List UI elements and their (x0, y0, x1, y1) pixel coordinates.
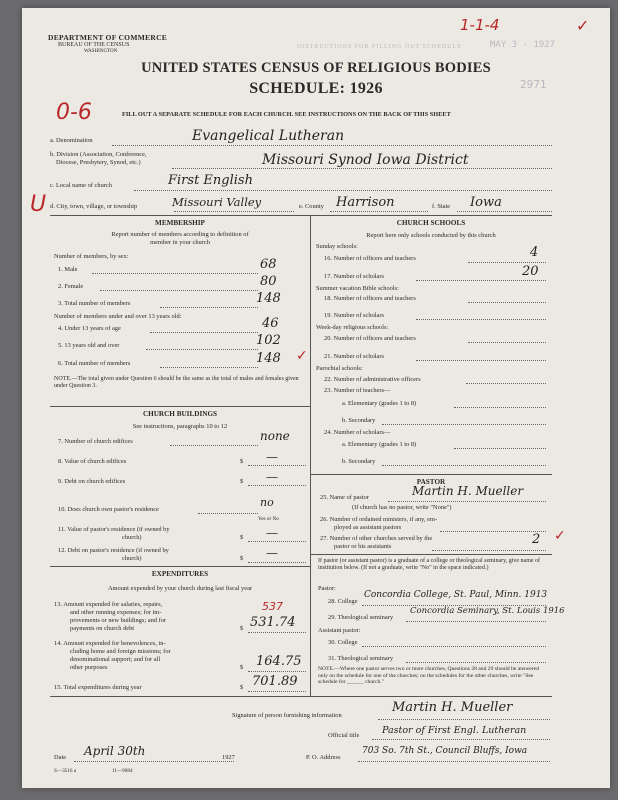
red-u-mark: U (30, 192, 47, 217)
q22-label: 22. Number of administrative officers (324, 376, 421, 383)
q11-value: — (266, 526, 278, 540)
q6-value: 148 (256, 351, 281, 366)
membership-heading: MEMBERSHIP (155, 219, 205, 227)
q17-value: 20 (522, 264, 539, 279)
q19-label: 19. Number of scholars (324, 312, 384, 319)
q12-value: — (266, 546, 278, 560)
q25-value: Martin H. Mueller (412, 484, 524, 498)
denomination-label: a. Denomination (50, 137, 93, 144)
q6-label: 6. Total number of members (58, 360, 131, 367)
census-schedule-paper (22, 8, 610, 788)
q31-label: 31. Theological seminary (328, 655, 394, 662)
official-title-label: Official title (328, 732, 360, 739)
expenditures-heading: EXPENDITURES (151, 570, 209, 578)
q24b-label: b. Secondary (342, 458, 376, 465)
membership-note: NOTE.—The total given under Question 6 should be the same as the total of males and females given under Question 3. (54, 376, 299, 390)
q30-label: 30. College (328, 639, 358, 646)
q27-label-2: pastor or his assistants (334, 543, 392, 550)
membership-intro-2: member in your church (150, 239, 210, 246)
pastor-note: NOTE.—Where one pastor serves two or more churches, Questions 28 and 29 should be answered only on the schedule for one of the churches; on the schedules for the other churches, write "See schedule for ______ church." (318, 666, 539, 686)
graduate-note: If pastor (or assistant pastor) is a graduate of a college or theological seminary, give name of institution below. (If not a graduate, write "No" in the space indicated.) (318, 558, 541, 572)
weekday-schools-label: Week-day religious schools: (316, 324, 389, 331)
q14-label-1: 14. Amount expended for benevolences, in- (54, 640, 166, 647)
bureau-city: WASHINGTON (84, 49, 118, 54)
q1-label: 1. Male (58, 266, 78, 273)
q11-dollar: $ (240, 534, 244, 541)
q12-dollar: $ (240, 555, 244, 562)
q20-label: 20. Number of officers and teachers (324, 335, 416, 342)
buildings-heading: CHURCH BUILDINGS (142, 410, 218, 418)
q23b-label: b. Secondary (342, 417, 376, 424)
q4-value: 46 (262, 316, 279, 331)
expenditures-intro: Amount expended by your church during last fiscal year (107, 585, 253, 592)
state-value: Iowa (470, 195, 502, 210)
q13-label-3: provements or new buildings; and for (70, 617, 167, 624)
county-value: Harrison (336, 195, 395, 210)
dept-name: DEPARTMENT OF COMMERCE (48, 33, 168, 42)
q8-dollar: $ (240, 458, 244, 465)
q13-label-2: and other running expenses; for im- (70, 609, 162, 616)
q13-value: 531.74 (250, 615, 296, 630)
red-code-mark: 1-1-4 (460, 16, 500, 34)
q16-value: 4 (530, 245, 539, 260)
q15-dollar: $ (240, 684, 244, 691)
q1-value: 68 (260, 257, 277, 272)
red-check-q6: ✓ (296, 348, 308, 364)
q9-value: — (266, 470, 278, 484)
q28-value: Concordia College, St. Paul, Minn. 1913 (364, 590, 548, 600)
q15-label: 15. Total expenditures during year (54, 684, 142, 691)
q7-value: none (260, 429, 290, 443)
q10-value: no (260, 496, 274, 509)
show-through-text: INSTRUCTIONS FOR FILLING OUT SCHEDULE (297, 44, 462, 50)
division-value: Missouri Synod Iowa District (262, 152, 469, 168)
q15-value: 701.89 (252, 674, 298, 689)
q9-label: 9. Debt on church edifices (58, 478, 126, 485)
red-check-mark: ✓ (576, 16, 590, 35)
q4-label: 4. Under 13 years of age (58, 325, 121, 332)
q16-label: 16. Number of officers and teachers (324, 255, 416, 262)
city-value: Missouri Valley (172, 195, 262, 209)
q8-label: 8. Value of church edifices (58, 458, 127, 465)
q13-dollar: $ (240, 625, 244, 632)
q5-label: 5. 13 years old and over (58, 342, 120, 349)
q12-label-1: 12. Debt on pastor's residence (if owned by (58, 547, 169, 554)
po-address-value: 703 So. 7th St., Council Bluffs, Iowa (362, 746, 528, 756)
print-number: 11—9084 (112, 768, 133, 774)
red-check-q27: ✓ (554, 528, 566, 544)
buildings-intro: See instructions, paragraphs 10 to 12 (132, 423, 228, 430)
q3-value: 148 (256, 291, 281, 306)
q10-label: 10. Does church own pastor's residence (58, 506, 159, 513)
q24-label: 24. Number of scholars— (324, 429, 391, 436)
county-label: e. County (299, 203, 324, 210)
summer-schools-label: Summer vacation Bible schools: (316, 285, 399, 292)
signature-label: Signature of person furnishing information (232, 712, 342, 719)
q14-label-4: other purposes (70, 664, 108, 671)
schools-intro: Report here only schools conducted by this church (366, 232, 496, 239)
q13-label-4: payments on church debt (70, 625, 135, 632)
form-number: S—3516 a (54, 768, 77, 774)
q5-value: 102 (256, 333, 281, 348)
q14-label-2: cluding home and foreign missions; for (70, 648, 171, 655)
pastor-heading: PASTOR (416, 478, 446, 486)
q27-label-1: 27. Number of other churches served by the (320, 535, 433, 542)
official-title-value: Pastor of First Engl. Lutheran (382, 725, 527, 736)
q14-dollar: $ (240, 664, 244, 671)
q28-label: 28. College (328, 598, 358, 605)
members-by-age-label: Number of members under and over 13 years old: (54, 313, 182, 320)
form-subtitle: SCHEDULE: 1926 (249, 80, 383, 97)
form-title: UNITED STATES CENSUS OF RELIGIOUS BODIES (141, 60, 491, 76)
q12-label-2: church) (122, 555, 142, 562)
city-label: d. City, town, village, or township (50, 203, 138, 210)
parochial-schools-label: Parochial schools: (316, 365, 363, 372)
q11-label-2: church) (122, 534, 142, 541)
po-address-label: P. O. Address (306, 754, 341, 761)
denomination-value: Evangelical Lutheran (192, 128, 345, 144)
q2-value: 80 (260, 274, 277, 289)
q3-label: 3. Total number of members (58, 300, 131, 307)
sunday-schools-label: Sunday schools: (316, 243, 358, 250)
q8-value: — (266, 450, 278, 464)
q13-red-correction: 537 (262, 600, 283, 613)
pastor-sub-label: Pastor: (318, 585, 336, 592)
q9-dollar: $ (240, 478, 244, 485)
members-by-sex-label: Number of members, by sex: (54, 253, 129, 260)
local-name-value: First English (168, 173, 253, 188)
q26-label-1: 26. Number of ordained ministers, if any, em- (320, 516, 438, 523)
assistant-pastor-label: Assistant pastor: (318, 627, 361, 634)
local-name-label: c. Local name of church (50, 182, 112, 189)
q26-label-2: ployed as assistant pastors (334, 524, 402, 531)
red-side-mark: 0-6 (56, 100, 92, 125)
q21-label: 21. Number of scholars (324, 353, 384, 360)
schools-heading: CHURCH SCHOOLS (396, 219, 466, 227)
q25-label: 25. Name of pastor (320, 494, 369, 501)
date-label: Date (54, 754, 67, 761)
q2-label: 2. Female (58, 283, 84, 290)
q7-label: 7. Number of church edifices (58, 438, 133, 445)
division-label-1: b. Division (Association, Conference, (50, 151, 147, 158)
state-label: f. State (432, 203, 451, 210)
q25-note: (If church has no pastor, write "None") (352, 504, 452, 511)
q18-label: 18. Number of officers and teachers (324, 295, 416, 302)
received-date-stamp: MAY 3 - 1927 (490, 40, 556, 50)
q13-label-1: 13. Amount expended for salaries, repairs, (54, 601, 163, 608)
q23a-label: a. Elementary (grades 1 to 8) (342, 400, 417, 407)
q29-value: Concordia Seminary, St. Louis 1916 (410, 606, 565, 616)
q14-value: 164.75 (256, 654, 302, 669)
yes-no-hint: Yes or No (258, 516, 279, 522)
date-year: 1927 (222, 754, 235, 761)
bureau-name: BUREAU OF THE CENSUS (58, 42, 130, 48)
q29-label: 29. Theological seminary (328, 614, 394, 621)
division-label-2: Diocese, Presbytery, Synod, etc.) (56, 159, 141, 166)
q14-label-3: denominational support; and for all (70, 656, 161, 663)
q23-label: 23. Number of teachers— (324, 387, 391, 394)
date-value: April 30th (84, 744, 146, 758)
q17-label: 17. Number of scholars (324, 273, 384, 280)
file-number-stamp: 2971 (520, 78, 547, 91)
signature-value: Martin H. Mueller (392, 700, 513, 715)
q24a-label: a. Elementary (grades 1 to 8) (342, 441, 417, 448)
q27-value: 2 (532, 532, 541, 547)
q11-label-1: 11. Value of pastor's residence (if owned by (58, 526, 170, 533)
form-instruction: FILL OUT A SEPARATE SCHEDULE FOR EACH CHURCH. SEE INSTRUCTIONS ON THE BACK OF THIS SHEET (122, 111, 451, 118)
membership-intro-1: Report number of members according to definition of (111, 231, 249, 238)
